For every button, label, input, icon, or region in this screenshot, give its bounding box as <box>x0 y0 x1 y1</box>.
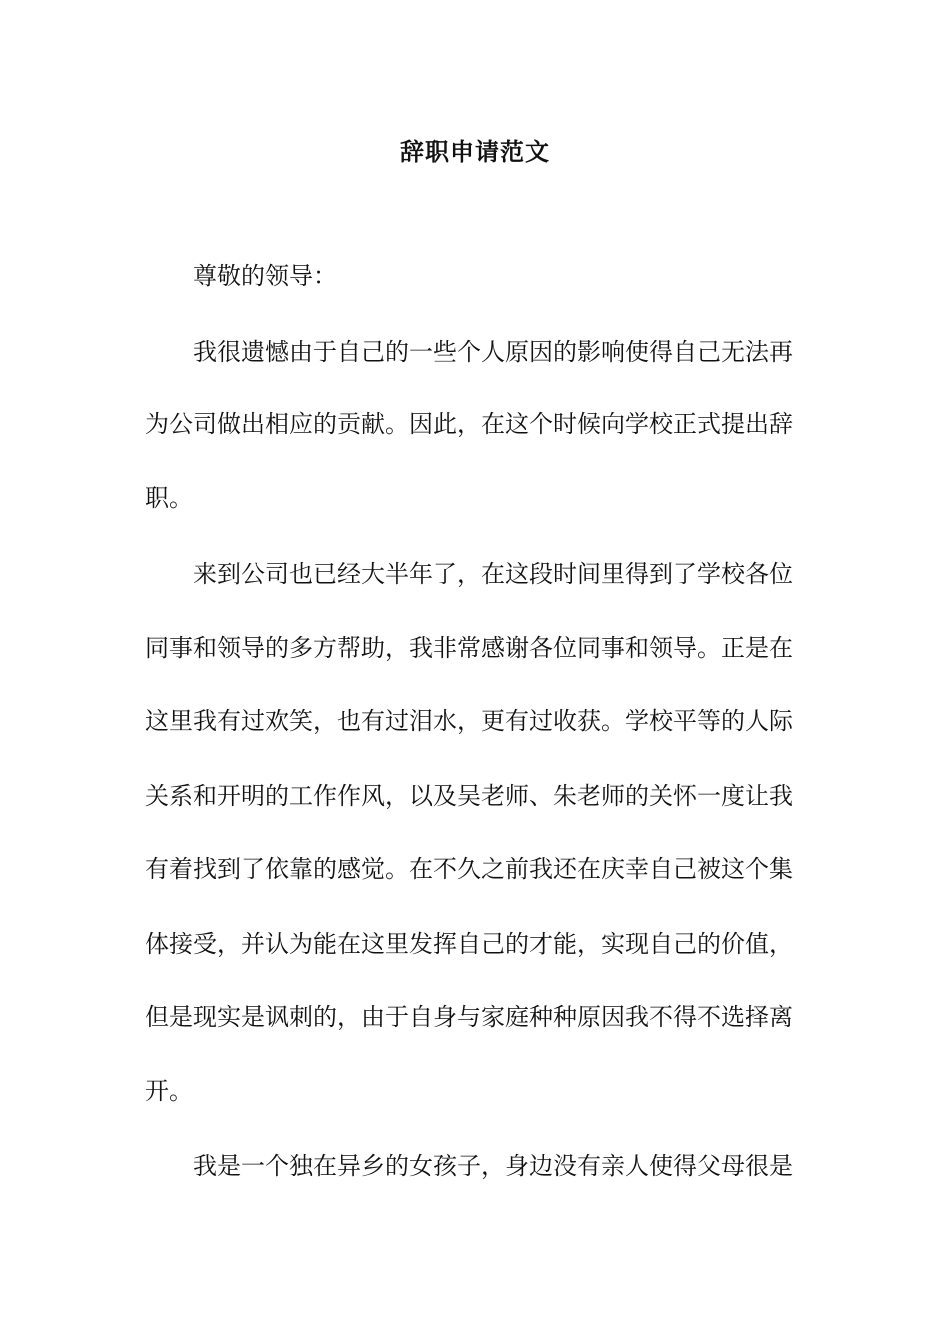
paragraph-2-line-5: 有着找到了依靠的感觉。在不久之前我还在庆幸自己被这个集 <box>145 855 793 883</box>
paragraph-2-line-1: 来到公司也已经大半年了，在这段时间里得到了学校各位 <box>193 560 793 588</box>
paragraph-2-line-3: 这里我有过欢笑，也有过泪水，更有过收获。学校平等的人际 <box>145 707 793 735</box>
paragraph-1-line-1: 我很遗憾由于自己的一些个人原因的影响使得自己无法再 <box>193 338 793 366</box>
paragraph-2-line-6: 体接受，并认为能在这里发挥自己的才能，实现自己的价值， <box>145 930 793 958</box>
paragraph-1-line-2: 为公司做出相应的贡献。因此，在这个时候向学校正式提出辞 <box>145 410 793 438</box>
paragraph-3-line-1: 我是一个独在异乡的女孩子，身边没有亲人使得父母很是 <box>193 1152 793 1180</box>
document-title: 辞职申请范文 <box>400 137 550 166</box>
paragraph-2-line-4: 关系和开明的工作作风，以及吴老师、朱老师的关怀一度让我 <box>145 782 793 810</box>
paragraph-2-line-2: 同事和领导的多方帮助，我非常感谢各位同事和领导。正是在 <box>145 634 793 662</box>
salutation: 尊敬的领导： <box>193 262 337 290</box>
paragraph-2-line-7: 但是现实是讽刺的，由于自身与家庭种种原因我不得不选择离 <box>145 1003 793 1031</box>
paragraph-1-line-3: 职。 <box>145 484 193 512</box>
paragraph-2-line-8: 开。 <box>145 1077 193 1105</box>
